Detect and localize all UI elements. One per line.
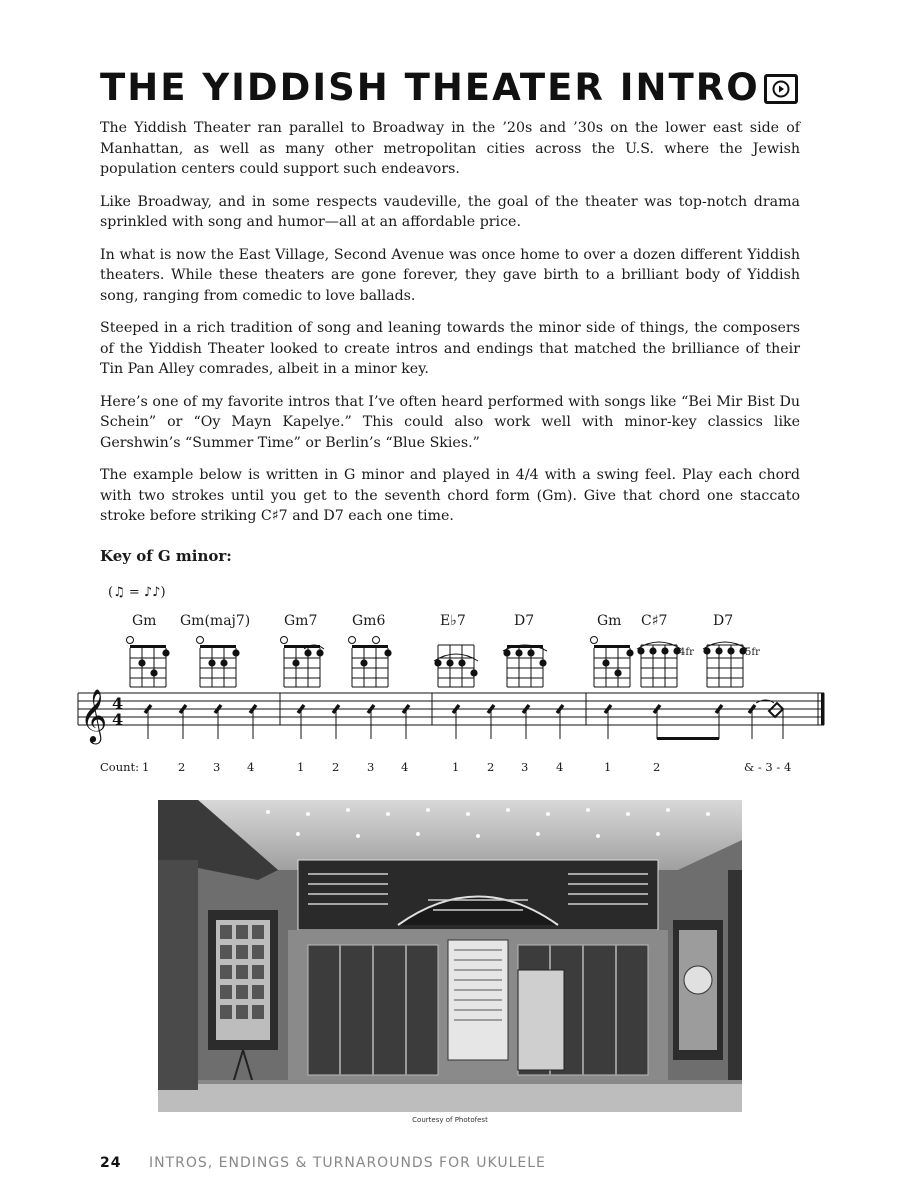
- chord-name: Gm: [132, 613, 157, 629]
- svg-text:4: 4: [112, 694, 124, 713]
- paragraph: The example below is written in G minor and played in 4/4 with a swing feel. Play each chord with two strokes until you get to the seventh chord form (Gm). Give that chord one staccato stroke before striking C♯7 and D7 each one time.: [100, 467, 800, 524]
- page-number: 24: [100, 1155, 122, 1171]
- chord-name: D7: [514, 613, 535, 629]
- chord-diagram: [349, 637, 392, 688]
- chord-name: E♭7: [440, 613, 466, 629]
- key-label: Key of G minor:: [100, 547, 232, 565]
- chord-diagram: [197, 637, 240, 688]
- count-item: 3: [521, 760, 529, 774]
- paragraph: The Yiddish Theater ran parallel to Broadway in the ’20s and ’30s on the lower east side of Manhattan, as well as many other metropolitan cities across the U.S. where the Jewish population centers could support such endeavors.: [100, 120, 800, 177]
- chord-diagram: [127, 637, 170, 688]
- fret-marker: 4fr: [679, 647, 694, 658]
- paragraph: Here’s one of my favorite intros that I’ve often heard performed with songs like “Bei Mir Bist Du Schein” or “Oy Mayn Kapelye.” This could also work well with minor-key classics like Gershwin’s “Summer Time” or Berlin’s “Blue Skies.”: [100, 393, 800, 451]
- count-item: 1: [604, 760, 612, 774]
- theater-photo: [158, 800, 742, 1112]
- chord-diagram: [281, 637, 325, 688]
- chord-diagram: [637, 642, 681, 687]
- count-item: 2: [487, 760, 495, 774]
- chord-name: D7: [713, 613, 734, 629]
- count-item: 2: [332, 760, 340, 774]
- count-item: 3: [213, 760, 221, 774]
- count-item: 1: [297, 760, 305, 774]
- paragraph: Like Broadway, and in some respects vaudeville, the goal of the theater was top-notch drama sprinkled with song and humor—all at an affordable price.: [100, 193, 800, 230]
- count-label: Count:: [100, 760, 140, 774]
- count-item: 2: [178, 760, 186, 774]
- article-body: [100, 118, 800, 539]
- page-footer: [100, 1155, 546, 1171]
- photo-credit: Courtesy of Photofest: [412, 1116, 488, 1124]
- count-item: 4: [247, 760, 255, 774]
- swing-marking: (♫ = ♪♪): [108, 585, 166, 600]
- play-icon: [770, 80, 792, 98]
- staff-notation: [0, 685, 900, 765]
- chord-name: Gm7: [284, 613, 318, 629]
- treble-clef-icon: 𝄞: [80, 688, 108, 742]
- count-item: 1: [452, 760, 460, 774]
- chord-grids: [0, 585, 900, 695]
- count-item: 4: [556, 760, 564, 774]
- count-item: 4: [401, 760, 409, 774]
- count-item: 2: [653, 760, 661, 774]
- page-title: THE YIDDISH THEATER INTRO: [100, 66, 760, 109]
- paragraph: Steeped in a rich tradition of song and leaning towards the minor side of things, the composers of the Yiddish Theater looked to create intros and endings that matched the brilliance of their Tin Pan Alley comrades, albeit in a minor key.: [100, 320, 800, 377]
- book-title: INTROS, ENDINGS & TURNAROUNDS FOR UKULELE: [148, 1155, 546, 1171]
- chord-name: Gm: [597, 613, 622, 629]
- chord-diagrams: [0, 585, 900, 695]
- chord-diagram: [703, 642, 747, 687]
- chord-name: C♯7: [641, 613, 668, 629]
- chord-name: Gm6: [352, 613, 386, 629]
- paragraph: In what is now the East Village, Second Avenue was once home to over a dozen different Yiddish theaters. While these theaters are gone forever, they gave birth to a brilliant body of Yiddish song, ranging from comedic to love ballads.: [100, 246, 800, 304]
- fret-marker: 5fr: [745, 647, 760, 658]
- count-item: & - 3 - 4: [744, 760, 792, 774]
- chord-diagram: [503, 645, 547, 687]
- count-item: 3: [367, 760, 375, 774]
- video-play-button[interactable]: [764, 74, 798, 104]
- chord-diagram: [591, 637, 634, 688]
- count-item: 1: [142, 760, 150, 774]
- svg-text:4: 4: [112, 710, 124, 729]
- chord-diagram: [434, 645, 478, 687]
- chord-name: Gm(maj7): [180, 613, 251, 629]
